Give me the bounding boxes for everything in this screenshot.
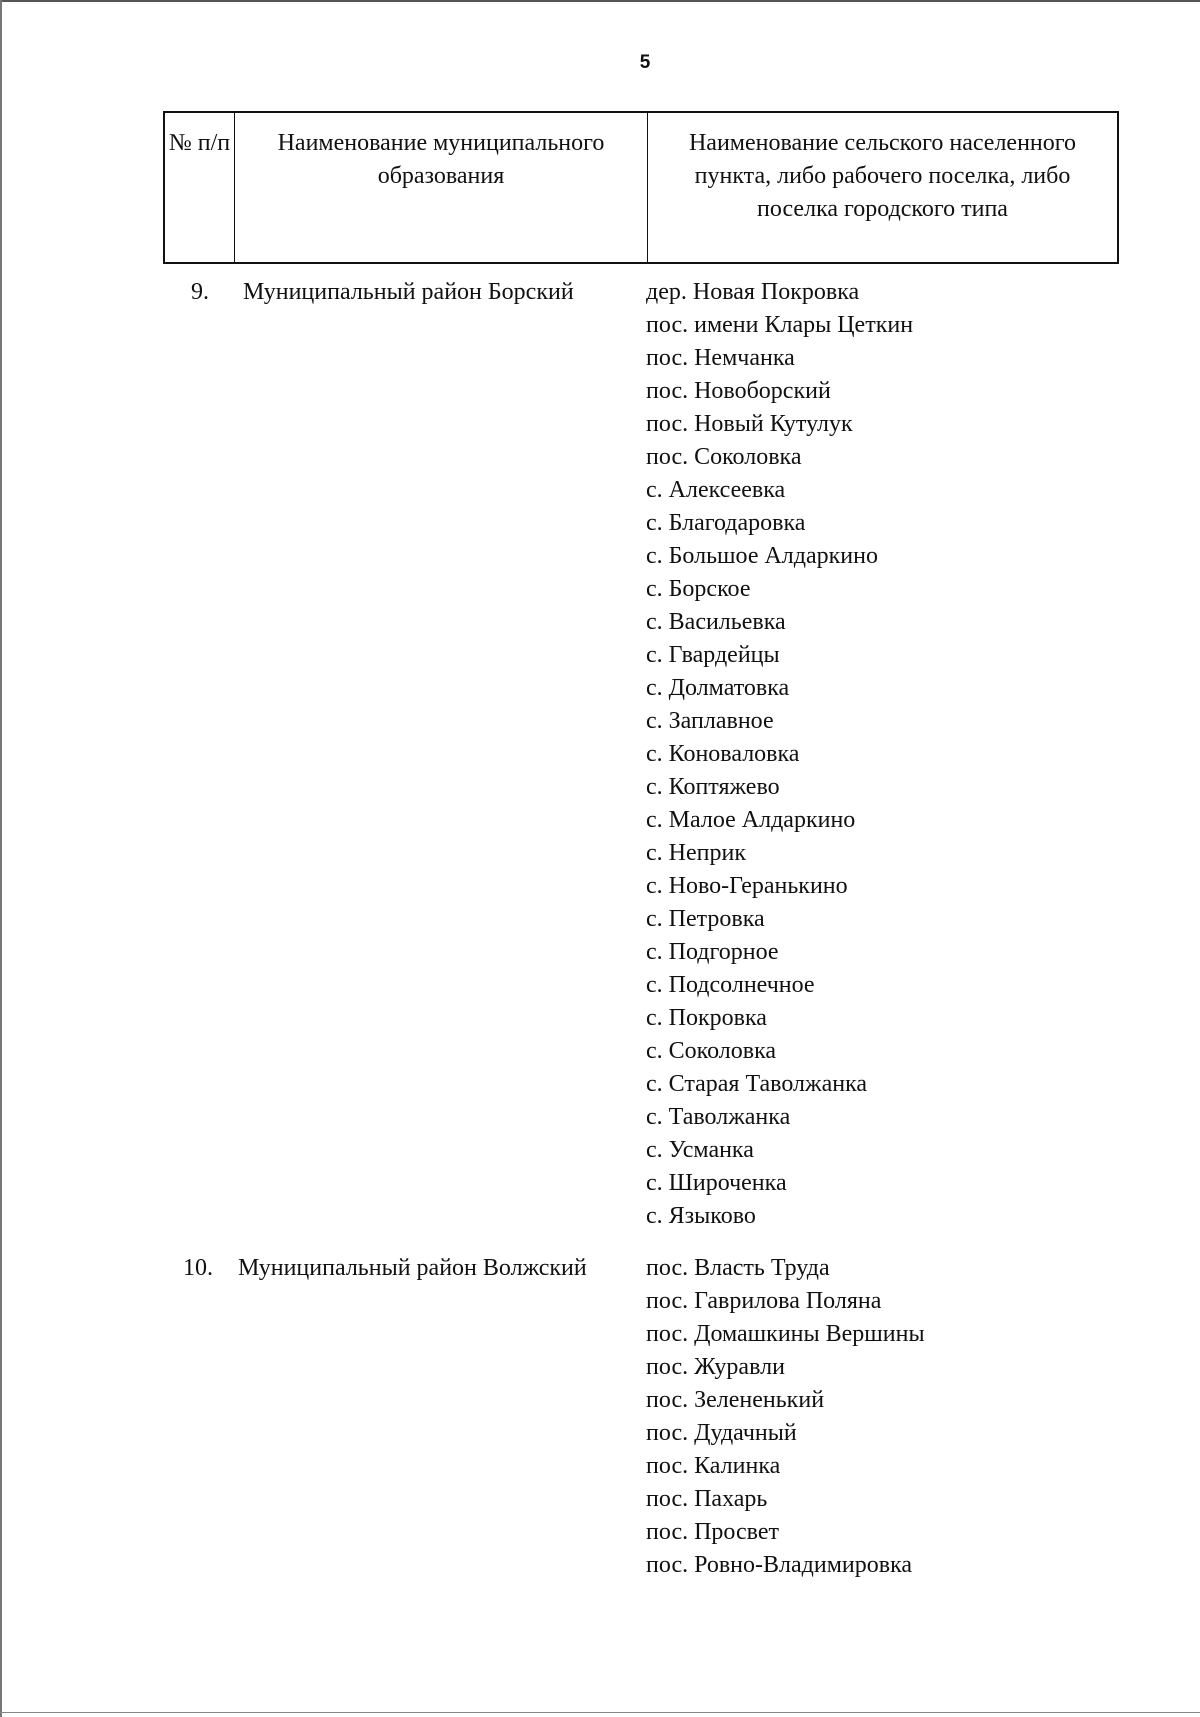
list-item: с. Широченка (646, 1170, 787, 1196)
list-item: пос. Дудачный (646, 1420, 797, 1446)
list-item: с. Неприк (646, 840, 746, 866)
list-item: с. Васильевка (646, 609, 786, 635)
list-item: с. Покровка (646, 1005, 767, 1031)
header-col-settlement: Наименование сельского населенного пункта, либо рабочего поселка, либо поселка городского типа (688, 130, 1077, 222)
list-item: пос. Новый Кутулук (646, 411, 853, 437)
table-row (163, 1252, 1119, 1582)
list-item: с. Долматовка (646, 675, 790, 701)
list-item: с. Благодаровка (646, 510, 806, 536)
list-item: с. Таволжанка (646, 1104, 791, 1130)
list-item: пос. Просвет (646, 1519, 780, 1545)
list-item: пос. Власть Труда (646, 1255, 830, 1281)
municipality-name: Муниципальный район Волжский (238, 1255, 587, 1281)
list-item: пос. Ровно-Владимировка (646, 1552, 913, 1578)
row-number: 10. (183, 1255, 213, 1281)
list-item: с. Петровка (646, 906, 765, 932)
list-item: с. Большое Алдаркино (646, 543, 878, 569)
list-item: дер. Новая Покровка (646, 279, 860, 305)
list-item: с. Подгорное (646, 939, 779, 965)
page-number: 5 (639, 52, 651, 73)
list-item: с. Гвардейцы (646, 642, 780, 668)
scan-edge-left (0, 0, 2, 1717)
list-item: пос. Калинка (646, 1453, 781, 1479)
municipality-name: Муниципальный район Борский (243, 279, 574, 305)
list-item: пос. Соколовка (646, 444, 802, 470)
list-item: с. Борское (646, 576, 751, 602)
scan-edge-bottom (0, 1712, 1200, 1713)
list-item: пос. Гаврилова Поляна (646, 1288, 882, 1314)
list-item: пос. Пахарь (646, 1486, 768, 1512)
list-item: пос. имени Клары Цеткин (646, 312, 914, 338)
list-item: пос. Немчанка (646, 345, 795, 371)
list-item: с. Заплавное (646, 708, 774, 734)
list-item: с. Коноваловка (646, 741, 800, 767)
list-item: с. Ново-Геранькино (646, 873, 848, 899)
list-item: с. Соколовка (646, 1038, 777, 1064)
list-item: с. Подсолнечное (646, 972, 815, 998)
header-col-number: № п/п (165, 113, 235, 262)
list-item: пос. Журавли (646, 1354, 785, 1380)
list-item: с. Языково (646, 1203, 756, 1229)
header-col-municipality: Наименование муниципального образования (235, 113, 648, 262)
list-item: с. Старая Таволжанка (646, 1071, 868, 1097)
table-header (163, 111, 1119, 264)
list-item: с. Алексеевка (646, 477, 786, 503)
list-item: с. Усманка (646, 1137, 754, 1163)
list-item: пос. Зелененький (646, 1387, 825, 1413)
settlement-list (646, 1252, 1119, 1582)
list-item: пос. Домашкины Вершины (646, 1321, 925, 1347)
row-number: 9. (191, 279, 209, 305)
list-item: с. Малое Алдаркино (646, 807, 856, 833)
table-row (163, 276, 1119, 1233)
settlement-list (646, 276, 1119, 1233)
scan-edge-top (0, 0, 1200, 2)
list-item: пос. Новоборский (646, 378, 831, 404)
list-item: с. Коптяжево (646, 774, 780, 800)
